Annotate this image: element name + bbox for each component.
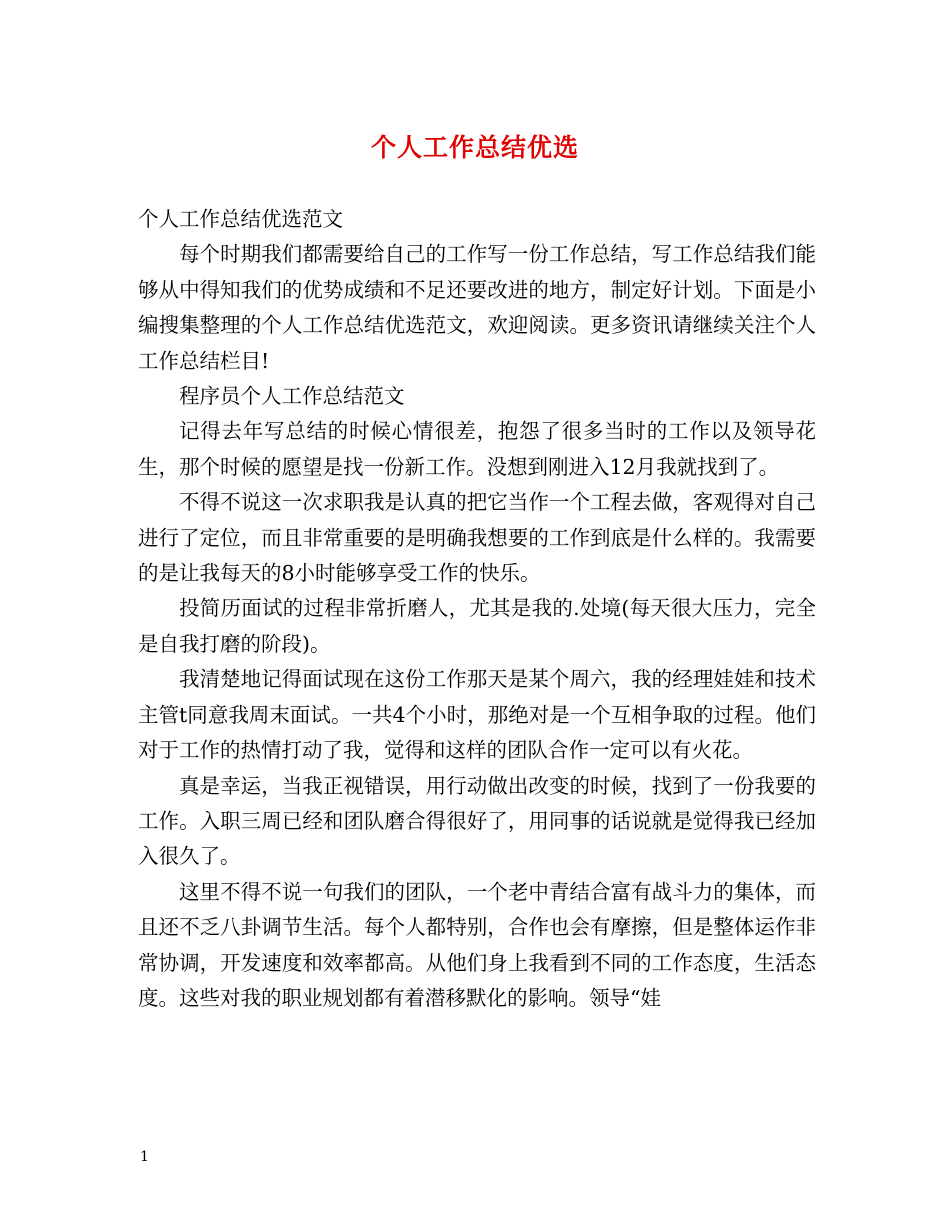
document-body: [138, 202, 816, 1016]
paragraph-intro: 每个时期我们都需要给自己的工作写一份工作总结，写工作总结我们能够从中得知我们的优势成绩和不足还要改进的地方，制定好计划。下面是小编搜集整理的个人工作总结优选范文，欢迎阅读。更多资讯请继续关注个人工作总结栏目!: [138, 242, 816, 373]
paragraph: 记得去年写总结的时候心情很差，抱怨了很多当时的工作以及领导花生，那个时候的愿望是找一份新工作。没想到刚进入12月我就找到了。: [138, 419, 816, 479]
paragraph: 我清楚地记得面试现在这份工作那天是某个周六，我的经理娃娃和技术主管t同意我周末面试。一共4个小时，那绝对是一个互相争取的过程。他们对于工作的热情打动了我，觉得和这样的团队合作一定可以有火花。: [138, 667, 816, 763]
document-title: 个人工作总结优选: [370, 133, 579, 162]
paragraph-subtitle: 个人工作总结优选范文: [138, 207, 343, 231]
page-number: 1: [140, 1149, 149, 1165]
paragraph: 投简历面试的过程非常折磨人，尤其是我的.处境(每天很大压力，完全是自我打磨的阶段)。: [138, 596, 816, 656]
paragraph: 这里不得不说一句我们的团队，一个老中青结合富有战斗力的集体，而且还不乏八卦调节生活。每个人都特别，合作也会有摩擦，但是整体运作非常协调，开发速度和效率都高。从他们身上我看到不同的工作态度，生活态度。这些对我的职业规划都有着潜移默化的影响。领导“娃: [138, 879, 816, 1010]
paragraph: 真是幸运，当我正视错误，用行动做出改变的时候，找到了一份我要的工作。入职三周已经和团队磨合得很好了，用同事的话说就是觉得我已经加入很久了。: [138, 773, 816, 869]
paragraph: 不得不说这一次求职我是认真的把它当作一个工程去做，客观得对自己进行了定位，而且非常重要的是明确我想要的工作到底是什么样的。我需要的是让我每天的8小时能够享受工作的快乐。: [138, 490, 816, 586]
paragraph-section-heading: 程序员个人工作总结范文: [179, 384, 405, 409]
